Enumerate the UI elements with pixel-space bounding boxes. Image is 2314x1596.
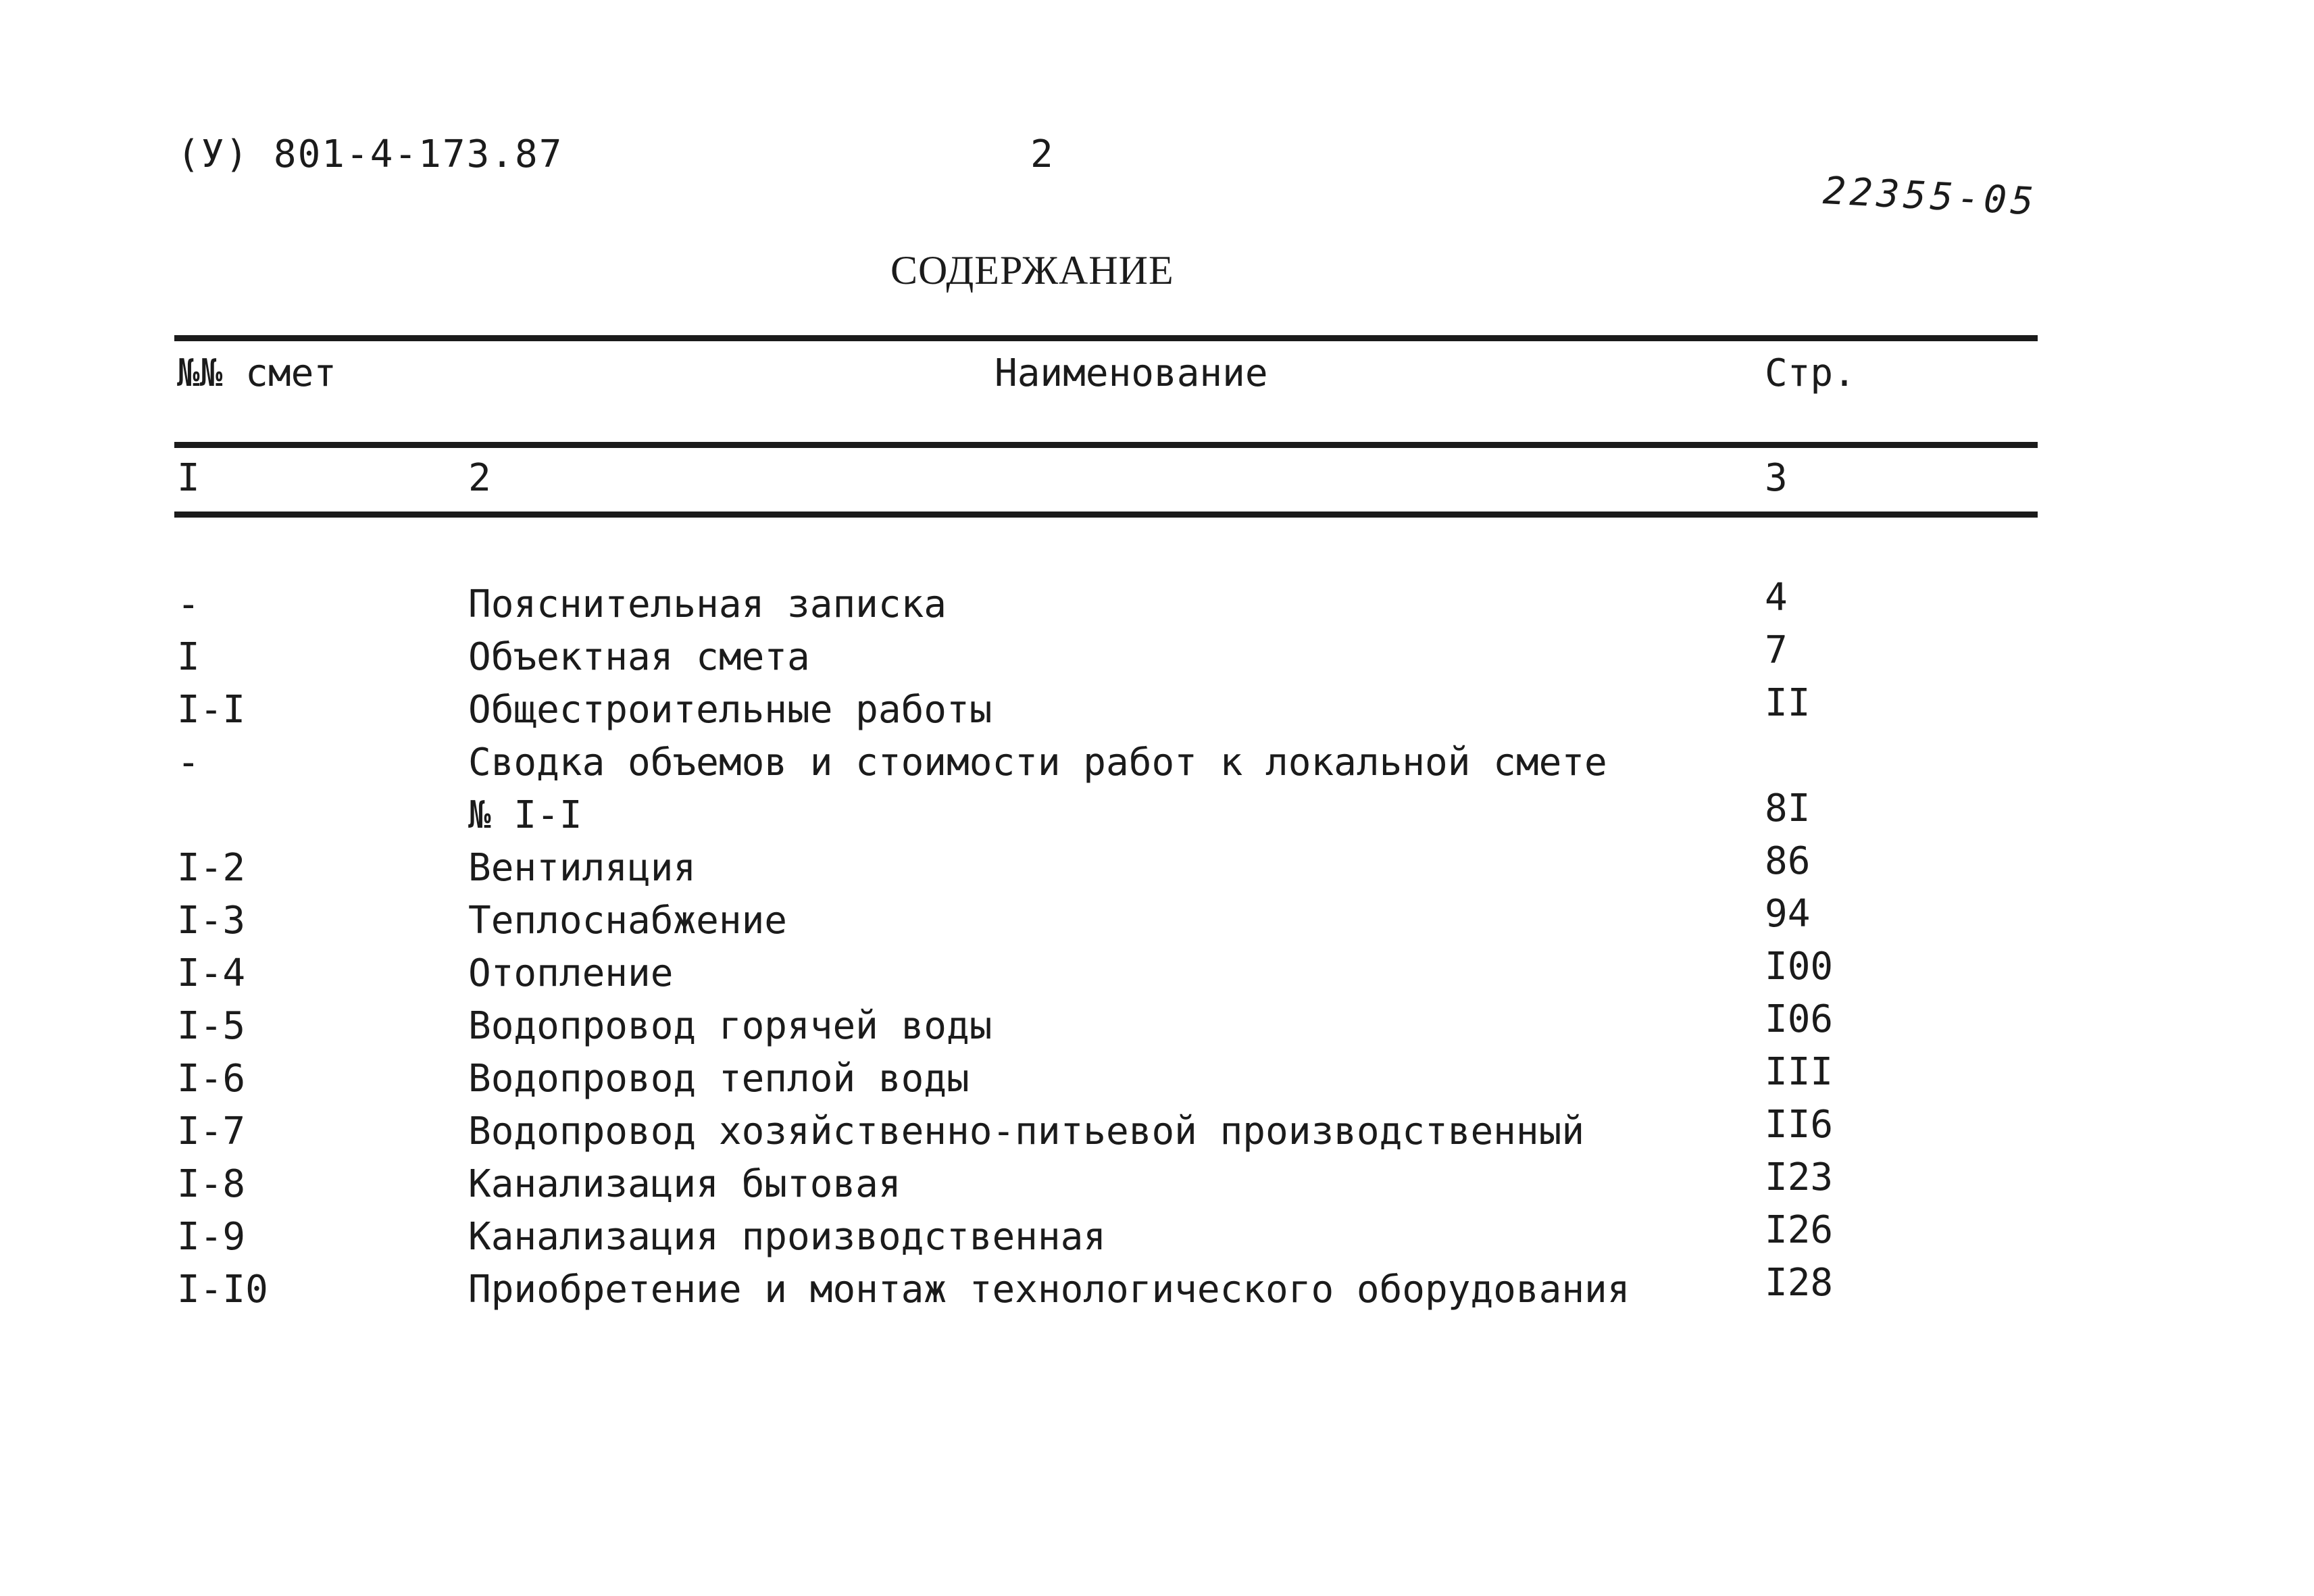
estimate-number: I-3 [177,899,246,943]
estimate-name: Вентиляция [468,846,697,890]
estimate-name: Объектная смета [468,635,810,679]
estimate-number: I-9 [177,1215,246,1259]
estimate-name: Водопровод теплой воды [468,1057,970,1101]
document-code: (У) 801-4-173.87 [177,132,563,176]
table-row [0,1050,2314,1109]
estimate-name: Отопление [468,951,674,995]
handwritten-inventory-number: 22355-05 [1821,169,2039,224]
table-row [0,576,2314,635]
page-reference: 4 [1765,576,1788,620]
page-reference: I26 [1765,1208,1834,1252]
estimate-name: Общестроительные работы [468,688,992,732]
table-row [0,681,2314,741]
page-title: СОДЕРЖАНИЕ [890,248,1174,293]
page-reference: I06 [1765,997,1834,1041]
estimate-number: I-I0 [177,1268,268,1312]
estimate-name: Водопровод горячей воды [468,1004,992,1048]
estimate-number: I [177,635,200,679]
table-row [0,1103,2314,1162]
column-number-3: 3 [1765,456,1788,500]
estimate-name-continuation: № I-I [468,793,582,837]
estimate-number: I-2 [177,846,246,890]
page-reference: 8I [1765,787,1811,830]
table-row [0,945,2314,1004]
estimate-number: I-5 [177,1004,246,1048]
table-row [0,628,2314,688]
estimate-name: Пояснительная записка [468,582,947,626]
table-row [0,741,2314,837]
column-number-1: I [177,456,200,500]
page-reference: II [1765,681,1811,725]
table-row [0,1208,2314,1268]
table-row [0,892,2314,951]
estimate-number: I-7 [177,1109,246,1153]
column-header-estimate-number: №№ смет [177,351,337,395]
column-header-name: Наименование [995,351,1268,395]
table-row [0,1261,2314,1320]
estimate-name: Приобретение и монтаж технологического оборудования [468,1268,1630,1312]
estimate-name: Теплоснабжение [468,899,788,943]
page-reference: I28 [1765,1261,1834,1305]
page-reference: I00 [1765,945,1834,989]
page-reference: 86 [1765,839,1811,883]
estimate-name: Канализация производственная [468,1215,1107,1259]
page-reference: 94 [1765,892,1811,936]
estimate-name: Сводка объемов и стоимости работ к локальной смете [468,741,1607,784]
estimate-number: I-6 [177,1057,246,1101]
table-row [0,839,2314,899]
table-row [0,997,2314,1057]
page-reference: II6 [1765,1103,1834,1147]
column-header-page: Стр. [1765,351,1856,395]
estimate-number: I-8 [177,1162,246,1206]
page-number: 2 [1030,132,1053,176]
table-row [0,1155,2314,1215]
estimate-name: Водопровод хозяйственно-питьевой производственный [468,1109,1585,1153]
estimate-name: Канализация бытовая [468,1162,901,1206]
page-reference: III [1765,1050,1834,1094]
column-number-2: 2 [468,456,491,500]
page-reference: 7 [1765,628,1788,672]
estimate-number: - [177,582,200,626]
estimate-number: - [177,741,200,784]
estimate-number: I-4 [177,951,246,995]
page-reference: I23 [1765,1155,1834,1199]
estimate-number: I-I [177,688,246,732]
